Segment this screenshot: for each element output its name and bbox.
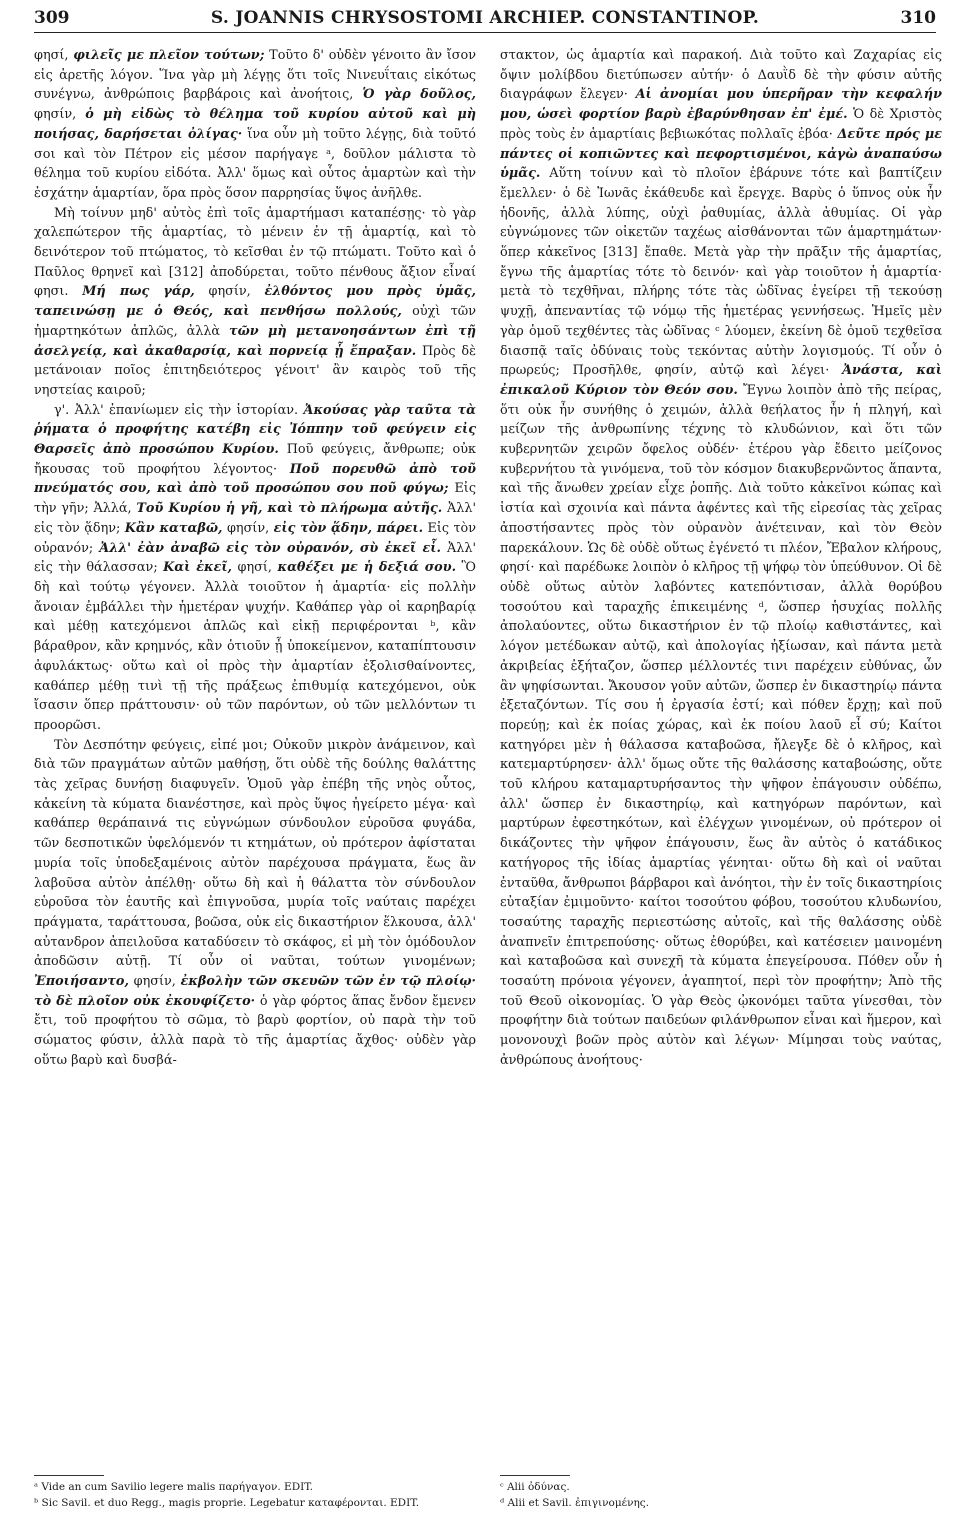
left-column — [34, 46, 476, 1071]
running-title: S. JOANNIS CHRYSOSTOMI ARCHIEP. CONSTANTINOP. — [210, 8, 760, 28]
page-number-left: 309 — [34, 8, 70, 28]
left-paragraph-3: γ'. Ἀλλ' ἐπανίωμεν εἰς τὴν ἱστορίαν. Ἀκούσας γὰρ ταῦτα τὰ ῥήματα ὁ προφήτης κατέβη εἰς Ἰόππην τοῦ φεύγειν εἰς Θαρσεῖς ἀπὸ προσώπου Κυρίου. Ποῦ φεύγεις, ἄνθρωπε; οὐκ ἤκουσας τοῦ προφήτου λέγοντος· Ποῦ πορευθῶ ἀπὸ τοῦ πνεύματός σου, καὶ ἀπὸ τοῦ προσώπου σου ποῦ φύγω; Εἰς τὴν γῆν; Ἀλλά, Τοῦ Κυρίου ἡ γῆ, καὶ τὸ πλήρωμα αὐτῆς. Ἀλλ' εἰς τὸν ᾅδην; Κἂν καταβῶ, φησίν, εἰς τὸν ᾅδην, πάρει. Εἰς τὸν οὐρανόν; Ἀλλ' ἐὰν ἀναβῶ εἰς τὸν οὐρανόν, σὺ ἐκεῖ εἶ. Ἀλλ' εἰς τὴν θάλασσαν; Καὶ ἐκεῖ, φησί, καθέξει με ἡ δεξιά σου. Ὃ δὴ καὶ τούτῳ γέγονεν. Ἀλλὰ τοιοῦτον ἡ ἁμαρτία· εἰς πολλὴν ἄνοιαν ἐμβάλλει τὴν ἡμετέραν ψυχήν. Καθάπερ γὰρ οἱ καρηβαρίᾳ καὶ μέθῃ κατεχόμενοι ἁπλῶς καὶ εἰκῇ περιφέρονται ᵇ, κἂν βάραθρον, κἂν κρημνός, κἂν ὁτιοῦν ᾖ ὑποκείμενον, καταπίπτουσιν ἀφυλάκτως· οὕτω καὶ οἱ πρὸς τὴν ἁμαρτίαν ἐξολισθαίνοντες, καθάπερ μέθῃ τινὶ τῇ τῆς πράξεως ἐπιθυμίᾳ κατεχόμενοι, οὐκ ἴσασιν ὅπερ πράττουσιν· οὐ τῶν παρόντων, οὐ τῶν μελλόντων τι προορῶσι. — [34, 402, 477, 733]
right-paragraph-1: στακτον, ὡς ἁμαρτία καὶ παρακοή. Διὰ τοῦτο καὶ Ζαχαρίας εἰς ὄψιν μολίβδου διετύπωσεν αὐτήν· ὁ Δαυῒδ δὲ τὴν φύσιν αὐτῆς διαγράφων ἔλεγεν· Αἱ ἀνομίαι μου ὑπερῆραν τὴν κεφαλήν μου, ὡσεὶ φορτίον βαρὺ ἐβαρύνθησαν ἐπ' ἐμέ. Ὁ δὲ Χριστὸς πρὸς τοὺς ἐν ἁμαρτίαις βεβιωκότας πολλαῖς ἐβόα· Δεῦτε πρός με πάντες οἱ κοπιῶντες καὶ πεφορτισμένοι, κἀγὼ ἀναπαύσω ὑμᾶς. Αὕτη τοίνυν καὶ τὸ πλοῖον ἐβάρυνε τότε καὶ βαπτίζειν ἔμελλεν· ὁ δὲ Ἰωνᾶς ἐκάθευδε καὶ ἔρεγχε. Βαρὺς ὁ ὕπνος οὐκ ἦν ἡδονῆς, ἀλλὰ λύπης, οὐχὶ ῥαθυμίας, ἀλλὰ ἀθυμίας. Οἱ γὰρ εὐγνώμονες τῶν οἰκετῶν ταχέως αἰσθάνονται τῶν ἁμαρτημάτων· ὅπερ κἀκεῖνος [313] ἔπαθε. Μετὰ γὰρ τὴν πρᾶξιν τῆς ἁμαρτίας, ἔγνω τῆς ἁμαρτίας τότε τὸ δεινόν· καὶ γὰρ τοιοῦτον ἡ ἁμαρτία· μετὰ τὸ τεχθῆναι, πλήρης τότε τὰς ὠδῖνας ἐγείρει τῇ τεκούσῃ ψυχῇ, ἀπεναντίας τῷ νόμῳ τῆς ἡμετέρας γεννήσεως. Ἡμεῖς μὲν γὰρ ὁμοῦ τεχθέντες τὰς ὠδῖνας ᶜ λύομεν, ἐκείνη δὲ ὁμοῦ τεχθεῖσα διασπᾷ ταῖς ὀδύναις τοὺς τεκόντας αὐτὴν λογισμούς. Τί οὖν ὁ πρωρεύς; Προσῆλθε, φησίν, αὐτῷ καὶ λέγει· Ἀνάστα, καὶ ἐπικαλοῦ Κύριον τὸν Θεόν σου. Ἔγνω λοιπὸν ἀπὸ τῆς πείρας, ὅτι οὐκ ἦν συνήθης ὁ χειμών, ἀλλὰ θεήλατος ἦν ἡ πληγή, καὶ μείζων τῆς ἀνθρωπίνης τέχνης τὸ κλυδώνιον, καὶ ὅτι τῶν κυβερνητῶν χειρῶν ὄφελος οὐδέν· ἑτέρου γὰρ ἔδειτο μείζονος κυβερνήτου τὰ γινόμενα, τοῦ τὸν κόσμον διακυβερνῶντος ἅπαντα, καὶ τῆς ἄνωθεν χρείαν εἶχε ῥοπῆς. Διὰ τοῦτο κἀκεῖνοι κώπας καὶ ἱστία καὶ σχοινία καὶ πάντα ἀφέντες καὶ τῆς εἰρεσίας τὰς χεῖρας ἀποστήσαντες πρὸς τὸν οὐρανὸν ἀνέτειναν, καὶ τὸν Θεὸν παρεκάλουν. Ὡς δὲ οὐδὲ οὕτως ἐγένετό τι πλέον, Ἔβαλον κλήρους, φησί· καὶ παρέδωκε λοιπὸν ὁ κλῆρος τῇ ψήφῳ τὸν ὑπεύθυνον. Οἱ δὲ οὐδὲ οὕτως αὐτὸν λαβόντες κατεπόντισαν, ἀλλὰ θορύβου τοσούτου καὶ ταραχῆς ἐπικειμένης ᵈ, ὥσπερ ἡσυχίας πολλῆς ἀπολαύοντες, οὕτω δικαστήριον ἐν τῷ πλοίῳ καθιστάντες, καὶ λόγον μετέδωκαν αὐτῷ, καὶ ἀπολογίας ἠξίωσαν, καὶ πάντα μετὰ ἀκριβείας ἐξήταζον, ὥσπερ μέλλοντές τινι παρέχειν εὐθύνας, ὧν ἂν ψηφίσωνται. Ἄκουσον γοῦν αὐτῶν, ὥσπερ ἐν δικαστηρίῳ πάντα ἐξεταζόντων. Τίς σου ἡ ἐργασία ἐστί; καὶ πόθεν ἔρχῃ; καὶ ποῦ πορεύῃ; καὶ ἐκ ποίας χώρας, καὶ ἐκ ποίου λαοῦ εἶ σύ; Καίτοι κατηγόρει μὲν ἡ θάλασσα καταβοῶσα, ἤλεγξε δὲ ὁ κλῆρος, καὶ κατεμαρτύρησεν· ἀλλ' ὅμως οὔτε τῆς θαλάσσης καταβοώσης, οὔτε τοῦ κλήρου καταμαρτυρήσαντος τὴν ψῆφον ἐπάγουσιν οὐδέπω, ἀλλ' ὥσπερ ἐν δικαστηρίῳ, καὶ κατηγόρων παρόντων, καὶ μαρτύρων ἐφεστηκότων, καὶ ἐλέγχων γινομένων, οὐ πρότερον οἱ δικάζοντες τὴν ψῆφον ἐπάγουσιν, ἕως ἂν αὐτὸς ὁ κατάδικος κατήγορος τῆς ἰδίας ἁμαρτίας γένηται· οὕτω δὴ καὶ οἱ ναῦται ἐνταῦθα, ἄνθρωποι βάρβαροι καὶ ἀνόητοι, τὴν ἐν τοῖς δικαστηρίοις εὐταξίαν ἐμιμοῦντο· καίτοι τοσούτου φόβου, τοσούτου κλυδωνίου, τοσαύτης ταραχῆς περιεστώσης αὐτοῖς, καὶ τῆς θαλάσσης οὐδὲ ἀναπνεῖν ἐπιτρεπούσης· οὕτως ἐθορύβει, καὶ κατέσειεν μαινομένη καὶ καταβοῶσα καὶ συνεχῆ τὰ κύματα ἐπεγείρουσα. Πόθεν οὖν ἡ τοσαύτη πρόνοια γέγονεν, ἀγαπητοί, περὶ τὸν προφήτην; Ἀπὸ τῆς τοῦ Θεοῦ οἰκονομίας. Ὁ γὰρ Θεὸς ᾠκονόμει ταῦτα γίνεσθαι, τὸν προφήτην διὰ τούτων παιδεύων φιλάνθρωπον εἶναι καὶ ἥμερον, καὶ μονονουχὶ βοῶν πρὸς αὐτὸν καὶ λέγων· Μίμησαι τοὺς ναύτας, ἀνθρώπους ἀνοήτους· — [500, 48, 942, 1068]
running-header — [34, 8, 936, 33]
footnote-d: ᵈ Alii et Savil. ἐπιγινομένης. — [500, 1497, 649, 1509]
footnote-a: ᵃ Vide an cum Savilio legere malis παρήγαγον. EDIT. — [34, 1481, 314, 1493]
footnote-c: ᶜ Alii ὀδύνας. — [500, 1481, 570, 1493]
left-paragraph-2: Μὴ τοίνυν μηδ' αὐτὸς ἐπὶ τοῖς ἁμαρτήμασι καταπέσῃς· τὸ γὰρ χαλεπώτερον τῆς ἁμαρτίας, τὸ μένειν ἐν τῇ ἁμαρτίᾳ, καὶ τὸ δεινότερον τοῦ πτώματος, τὸ κεῖσθαι ἐν τῷ πτώματι. Τοῦτο καὶ ὁ Παῦλος θρηνεῖ καὶ [312] ἀποδύρεται, τοῦτο πένθους ἄξιον εἶναί φησι. Μή πως γάρ, φησίν, ἐλθόντος μου πρὸς ὑμᾶς, ταπεινώσῃ με ὁ Θεός, καὶ πενθήσω πολλούς, οὐχὶ τῶν ἡμαρτηκότων ἁπλῶς, ἀλλὰ τῶν μὴ μετανοησάντων ἐπὶ τῇ ἀσελγείᾳ, καὶ ἀκαθαρσίᾳ, καὶ πορνείᾳ ᾗ ἔπραξαν. Πρὸς δὲ μετάνοιαν ποῖος ἐπιτηδειότερος γένοιτ' ἂν καιρὸς τοῦ τῆς νηστείας καιροῦ; — [34, 205, 476, 398]
footnote-b: ᵇ Sic Savil. et duo Regg., magis proprie. Legebatur καταφέρονται. EDIT. — [34, 1497, 420, 1509]
right-column — [500, 46, 942, 1071]
left-paragraph-1: φησί, φιλεῖς με πλεῖον τούτων; Τοῦτο δ' οὐδὲν γένοιτο ἂν ἴσον εἰς ἀρετῆς λόγον. Ἵνα γὰρ μὴ λέγῃς ὅτι τοῖς Νινευΐταις εἰκότως συνέγνω, ἀνθρώποις βαρβάροις καὶ ἀνοήτοις, Ὁ γὰρ δοῦλος, φησίν, ὁ μὴ εἰδὼς τὸ θέλημα τοῦ κυρίου αὐτοῦ καὶ μὴ ποιήσας, δαρήσεται ὀλίγας· ἵνα οὖν μὴ τοῦτο λέγῃς, διὰ τοῦτό σοι καὶ τὸν Πέτρον εἰς μέσον παρήγαγε ᵃ, δοῦλον μάλιστα τὸ θέλημα τοῦ κυρίου εἰδότα. Ἀλλ' ὅμως καὶ οὗτος ἁμαρτὼν καὶ τὴν ἐσχάτην ἁμαρτίαν, ὅρα πρὸς ὅσον παρρησίας ὕψος ἀνῆλθε. — [34, 48, 477, 201]
left-paragraph-4: Τὸν Δεσπότην φεύγεις, εἰπέ μοι; Οὐκοῦν μικρὸν ἀνάμεινον, καὶ διὰ τῶν πραγμάτων αὐτῶν μαθήσῃ, ὅτι οὐδὲ τῆς δούλης θαλάττης τὰς χεῖρας δυνήσῃ διαφυγεῖν. Ὁμοῦ γὰρ ἐπέβη τῆς νηὸς οὗτος, κἀκείνη τὰ κύματα διανέστησε, καὶ πρὸς ὕψος ἠγείρετο μέγα· καὶ καθάπερ θεράπαινά τις εὐγνώμων σύνδουλον εὑροῦσα φυγάδα, τῶν δεσποτικῶν ὑφελόμενόν τι κτημάτων, οὐ πρότερον ἀφίσταται μυρία τοῖς ὑποδεξαμένοις αὐτὸν παρέχουσα πράγματα, ἕως ἂν λαβοῦσα αὐτὸν ἀπέλθῃ· οὕτω δὴ καὶ ἡ θάλαττα τὸν σύνδουλον εὑροῦσα τὸν ἑαυτῆς καὶ ἐπιγνοῦσα, μυρία τοῖς ναύταις παρέχει πράγματα, ταράττουσα, βοῶσα, οὐκ εἰς δικαστήριον ἕλκουσα, ἀλλ' αὐτανδρον ἀπειλοῦσα καταδύσειν τὸ σκάφος, εἰ μὴ τὸν ὁμόδουλον ἀποδῶσιν αὐτῇ. Τί οὖν οἱ ναῦται, τούτων γινομένων; Ἐποιήσαντο, φησίν, ἐκβολὴν τῶν σκευῶν τῶν ἐν τῷ πλοίῳ· τὸ δὲ πλοῖον οὐκ ἐκουφίζετο· ὁ γὰρ φόρτος ἅπας ἔνδον ἔμενεν ἔτι, τοῦ προφήτου τὸ σῶμα, τὸ βαρὺ φορτίον, οὐ παρὰ τὴν τοῦ σώματος φύσιν, ἀλλὰ παρὰ τὸ τῆς ἁμαρτίας ἄχθος· οὐδὲν γὰρ οὕτω βαρὺ καὶ δυσβά- — [34, 737, 476, 1068]
footnote-rule-left — [34, 1475, 104, 1476]
footnote-rule-right — [500, 1475, 570, 1476]
page-number-right: 310 — [900, 8, 936, 28]
